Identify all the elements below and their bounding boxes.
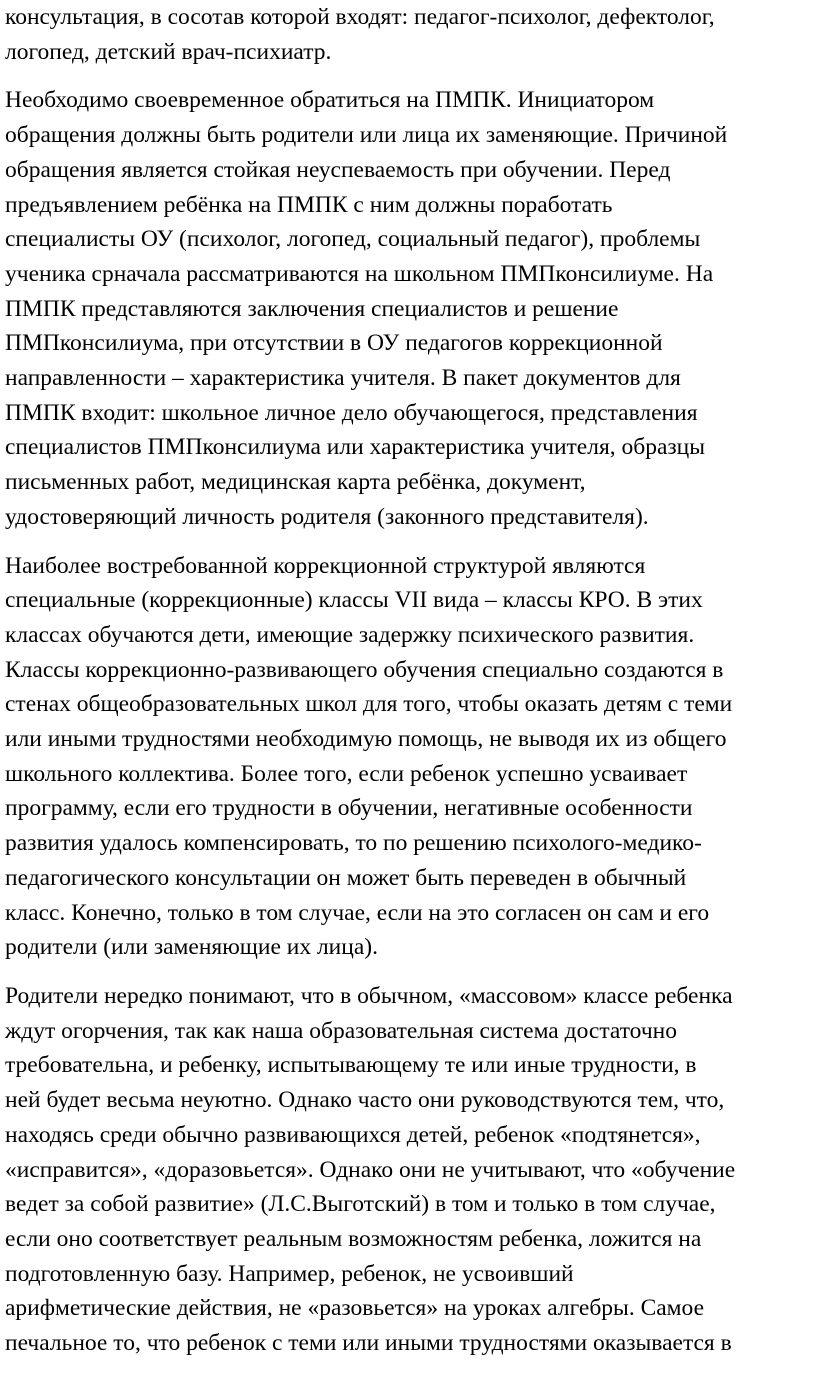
text-line: требовательна, и ребенку, испытывающему те или иные трудности, в xyxy=(5,1052,697,1079)
text-line: развития удалось компенсировать, то по решению психолого-медико- xyxy=(5,830,702,857)
text-line: консультация, в сосотав которой входят: педагог-психолог, дефектолог, xyxy=(5,4,715,30)
text-line: педагогического консультации он может быть переведен в обычный xyxy=(5,864,687,891)
text-line: программу, если его трудности в обучении, негативные особенности xyxy=(5,795,693,822)
text-line: письменных работ, медицинская карта ребёнка, документ, xyxy=(5,469,586,496)
text-line: обращения должны быть родители или лица их заменяющие. Причиной xyxy=(5,122,728,149)
text-line: ПМПконсилиума, при отсутствии в ОУ педагогов коррекционной xyxy=(5,330,663,357)
text-line: ней будет весьма неуютно. Однако часто они руководствуются тем, что, xyxy=(5,1087,725,1114)
document-page xyxy=(5,0,811,1375)
paragraph-consultation-composition xyxy=(5,0,811,69)
text-line: ПМПК представляются заключения специалистов и решение xyxy=(5,295,619,322)
text-line: Классы коррекционно-развивающего обучения специально создаются в xyxy=(5,656,724,683)
text-line: ученика срначала рассматриваются на школьном ПМПконсилиуме. На xyxy=(5,260,714,287)
text-line: школьного коллектива. Более того, если ребенок успешно усваивает xyxy=(5,760,688,787)
paragraph-correctional-classes xyxy=(5,549,811,965)
paragraph-parents-concerns xyxy=(5,979,811,1361)
text-line: направленности – характеристика учителя. В пакет документов для xyxy=(5,365,681,392)
text-line: Родители нередко понимают, что в обычном, «массовом» классе ребенка xyxy=(5,982,733,1009)
text-line: ПМПК входит: школьное личное дело обучающегося, представления xyxy=(5,399,698,426)
text-line: обращения является стойкая неуспеваемость при обучении. Перед xyxy=(5,156,671,183)
text-line: если оно соответствует реальным возможностям ребенка, ложится на xyxy=(5,1225,702,1252)
paragraph-pmpk-referral xyxy=(5,83,811,534)
text-line: «исправится», «доразовьется». Однако они не учитывают, что «обучение xyxy=(5,1156,736,1183)
text-line: Необходимо своевременное обратиться на ПМПК. Инициатором xyxy=(5,87,655,114)
text-line: ждут огорчения, так как наша образовательная система достаточно xyxy=(5,1017,677,1044)
text-line: специальные (коррекционные) классы VII вида – классы КРО. В этих xyxy=(5,587,703,614)
text-line: специалисты ОУ (психолог, логопед, социальный педагог), проблемы xyxy=(5,226,701,253)
text-line: находясь среди обычно развивающихся детей, ребенок «подтянется», xyxy=(5,1121,701,1148)
text-line: стенах общеобразовательных школ для того, чтобы оказать детям с теми xyxy=(5,691,733,718)
text-line: удостоверяющий личность родителя (законного представителя). xyxy=(5,503,649,530)
text-line: родители (или заменяющие их лица). xyxy=(5,934,378,961)
text-line: специалистов ПМПконсилиума или характеристика учителя, образцы xyxy=(5,434,706,461)
text-line: класс. Конечно, только в том случае, если на это согласен он сам и его xyxy=(5,899,710,926)
text-line: классах обучаются дети, имеющие задержку психического развития. xyxy=(5,621,695,648)
text-line: арифметические действия, не «разовьется» на уроках алгебры. Самое xyxy=(5,1295,705,1322)
text-line: печальное то, что ребенок с теми или иными трудностями оказывается в xyxy=(5,1330,732,1357)
text-line: подготовленную базу. Например, ребенок, не усвоивший xyxy=(5,1260,574,1287)
text-line: Наиболее востребованной коррекционной структурой являются xyxy=(5,552,646,579)
text-line: или иными трудностями необходимую помощь, не выводя их из общего xyxy=(5,726,727,753)
text-line: ведет за собой развитие» (Л.С.Выготский) в том и только в том случае, xyxy=(5,1191,716,1218)
text-line: предъявлением ребёнка на ПМПК с ним должны поработать xyxy=(5,191,613,218)
text-line: логопед, детский врач-психиатр. xyxy=(5,38,332,65)
